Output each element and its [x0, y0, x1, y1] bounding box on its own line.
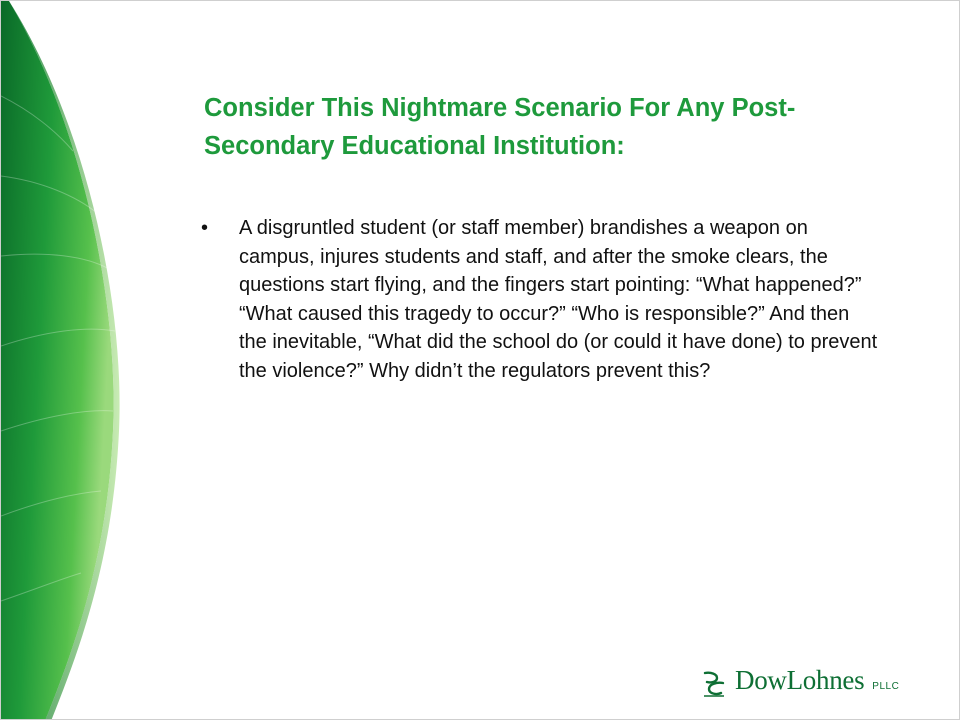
bullet-text: A disgruntled student (or staff member) brandishes a weapon on campus, injures students and staff, and after the smoke clears, the questions start flying, and the fingers start pointing: “What happened?” “What caused this tragedy to occur?” “Who is responsible?” And then the inevitable, “What did the school do (or could it have done) to prevent the violence?” Why didn’t the regulators prevent this?: [239, 217, 878, 382]
logo-wordmark: DowLohnes: [735, 665, 865, 695]
slide-title: Consider This Nightmare Scenario For Any Post-Secondary Educational Institution:: [204, 94, 796, 160]
logo-suffix: PLLC: [872, 681, 900, 692]
bullet-item: [201, 214, 881, 385]
company-logo: [701, 665, 899, 701]
bullet-point-icon: •: [201, 217, 209, 239]
dow-lohnes-mark-icon: [701, 668, 727, 698]
bullet-list: [201, 214, 881, 385]
